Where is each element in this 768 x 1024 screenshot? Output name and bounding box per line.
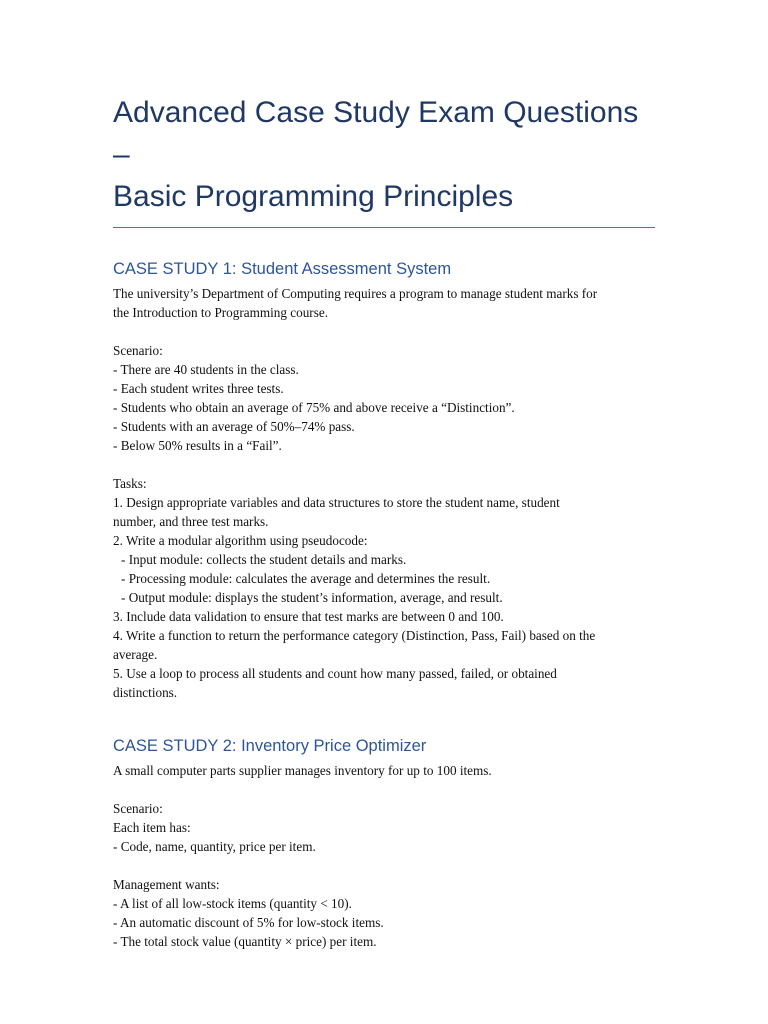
title-line-2: Basic Programming Principles — [113, 180, 514, 213]
scenario-label: Scenario: — [113, 801, 163, 816]
task-line: 4. Write a function to return the performance category (Distinction, Pass, Fail) based on the — [113, 628, 596, 643]
task-line: 1. Design appropriate variables and data structures to store the student name, student — [113, 495, 560, 510]
case-study-1 — [113, 258, 655, 702]
task-subitem: - Output module: displays the student’s information, average, and result. — [121, 590, 503, 605]
task-line: distinctions. — [113, 685, 178, 700]
scenario-item: - Students who obtain an average of 75% and above receive a “Distinction”. — [113, 400, 515, 415]
case-study-1-intro-line-2: the Introduction to Programming course. — [113, 305, 328, 320]
scenario-item: - Students with an average of 50%–74% pass. — [113, 419, 355, 434]
document-title — [113, 92, 655, 218]
spacer — [113, 780, 655, 799]
case-study-1-heading: CASE STUDY 1: Student Assessment System — [113, 260, 452, 278]
task-line: average. — [113, 647, 158, 662]
task-line: number, and three test marks. — [113, 514, 269, 529]
management-want: - A list of all low-stock items (quantity < 10). — [113, 896, 352, 911]
spacer — [113, 856, 655, 875]
scenario-item: - Each student writes three tests. — [113, 381, 284, 396]
case-study-2 — [113, 735, 655, 951]
case-study-1-tasks — [113, 474, 655, 702]
case-study-2-intro: A small computer parts supplier manages inventory for up to 100 items. — [113, 763, 492, 778]
management-want: - The total stock value (quantity × price) per item. — [113, 934, 377, 949]
case-study-2-heading: CASE STUDY 2: Inventory Price Optimizer — [113, 737, 427, 755]
title-divider — [113, 227, 655, 228]
tasks-label: Tasks: — [113, 476, 147, 491]
task-line: 5. Use a loop to process all students and count how many passed, failed, or obtained — [113, 666, 557, 681]
each-item-label: Each item has: — [113, 820, 191, 835]
spacer — [113, 455, 655, 474]
management-want: - An automatic discount of 5% for low-stock items. — [113, 915, 384, 930]
spacer — [113, 322, 655, 341]
scenario-item: - There are 40 students in the class. — [113, 362, 299, 377]
case-study-1-scenario — [113, 341, 655, 455]
task-subitem: - Input module: collects the student details and marks. — [121, 552, 407, 567]
item-fields: - Code, name, quantity, price per item. — [113, 839, 316, 854]
task-subitem: - Processing module: calculates the average and determines the result. — [121, 571, 491, 586]
title-line-1: Advanced Case Study Exam Questions – — [113, 96, 639, 171]
case-study-1-intro — [113, 284, 655, 322]
case-study-1-intro-line-1: The university’s Department of Computing requires a program to manage student marks for — [113, 286, 598, 301]
case-study-2-scenario — [113, 799, 655, 856]
scenario-item: - Below 50% results in a “Fail”. — [113, 438, 282, 453]
document-page — [113, 92, 655, 951]
scenario-label: Scenario: — [113, 343, 163, 358]
management-label: Management wants: — [113, 877, 220, 892]
case-study-2-management — [113, 875, 655, 951]
task-line: 3. Include data validation to ensure that test marks are between 0 and 100. — [113, 609, 504, 624]
task-line: 2. Write a modular algorithm using pseudocode: — [113, 533, 368, 548]
